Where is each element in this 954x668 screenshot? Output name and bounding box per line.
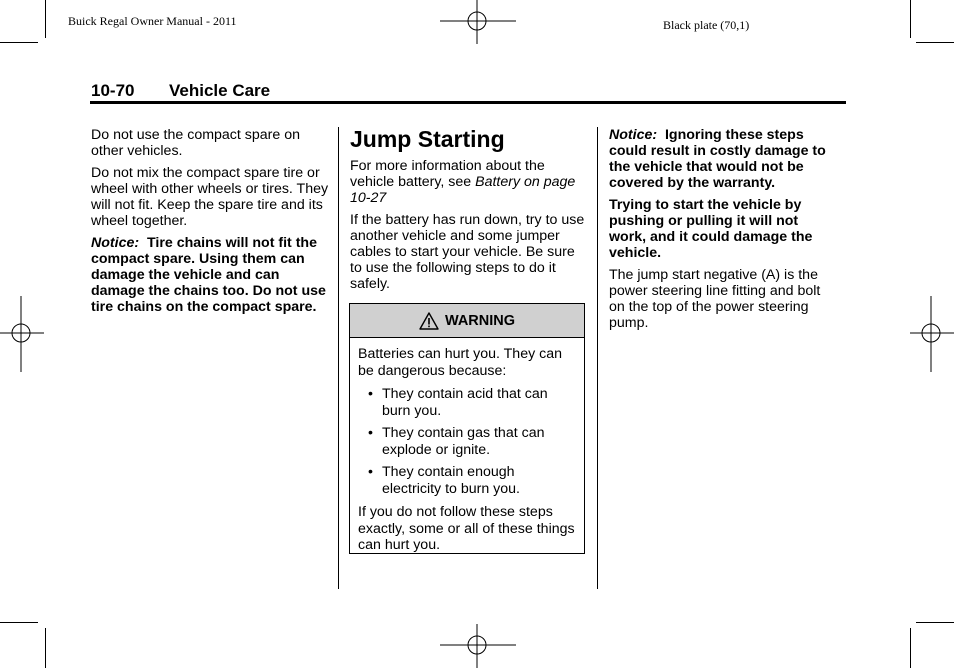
- warning-title: WARNING: [444, 312, 516, 329]
- list-item: [358, 386, 576, 419]
- paragraph: If the battery has run down, try to use another vehicle and some jumper cables to start your vehicle. Be sure to use the following steps to do it safely.: [350, 212, 585, 292]
- crosshair-registration-mark-icon: [0, 296, 44, 372]
- paragraph: Do not mix the compact spare tire or wheel with other wheels or tires. They will not fit. Keep the spare tire and its wheel together.: [91, 165, 329, 229]
- crop-mark: [910, 628, 911, 668]
- list-item-text: They contain acid that can burn you.: [382, 386, 548, 419]
- paragraph: Trying to start the vehicle by pushing or pulling it will not work, and it could damage the vehicle.: [609, 197, 813, 261]
- section-heading: Jump Starting: [350, 126, 505, 152]
- bullet-icon: •: [368, 425, 373, 441]
- column-divider: [597, 127, 598, 589]
- header-rule: [90, 101, 846, 104]
- column-1: [91, 127, 331, 321]
- column-3: [609, 127, 837, 337]
- list-item-text: They contain enough electricity to burn you.: [382, 464, 520, 497]
- warning-intro: Batteries can hurt you. They can be dangerous because:: [358, 346, 562, 379]
- warning-body: [350, 338, 584, 554]
- warning-triangle-icon: [419, 312, 439, 330]
- notice-label: Notice:: [91, 235, 140, 251]
- page-number: 10-70: [91, 81, 135, 100]
- list-item: [358, 425, 576, 458]
- warning-list: [358, 386, 576, 497]
- crop-mark: [0, 42, 38, 43]
- paragraph-text: For more information about the vehicle battery, see: [350, 158, 545, 190]
- paragraph: [350, 158, 590, 206]
- crop-mark: [45, 0, 46, 38]
- crosshair-registration-mark-icon: [440, 0, 516, 44]
- bullet-icon: •: [368, 464, 373, 480]
- notice-paragraph: [91, 235, 331, 315]
- crop-mark: [0, 622, 38, 623]
- manual-title: Buick Regal Owner Manual - 2011: [68, 14, 237, 28]
- crop-mark: [45, 628, 46, 668]
- crop-mark: [916, 622, 954, 623]
- paragraph: The jump start negative (A) is the power steering line fitting and bolt on the top of the power steering pump.: [609, 267, 821, 331]
- warning-outro: If you do not follow these steps exactly, some or all of these things can hurt you.: [358, 504, 575, 553]
- list-item: [358, 464, 576, 497]
- notice-paragraph: [609, 127, 837, 191]
- section-title: Vehicle Care: [169, 81, 271, 100]
- cross-reference-link[interactable]: Battery on page 10-27: [350, 174, 576, 206]
- notice-label: Notice:: [609, 127, 658, 143]
- column-divider: [338, 127, 339, 589]
- paragraph: Do not use the compact spare on other vehicles.: [91, 127, 300, 159]
- crop-mark: [910, 0, 911, 38]
- plate-label: Black plate (70,1): [663, 18, 750, 32]
- crosshair-registration-mark-icon: [440, 624, 516, 668]
- crop-mark: [916, 42, 954, 43]
- warning-box: [349, 303, 585, 554]
- notice-text: Tire chains will not fit the compact spare. Using them can damage the vehicle and can damage the chains too. Do not use tire chains on the compact spare.: [91, 235, 326, 315]
- bullet-icon: •: [368, 386, 373, 402]
- column-2: [350, 158, 590, 298]
- notice-text: Ignoring these steps could result in costly damage to the vehicle that would not be covered by the warranty.: [609, 127, 826, 191]
- warning-header: [350, 304, 584, 338]
- crosshair-registration-mark-icon: [910, 296, 954, 372]
- list-item-text: They contain gas that can explode or ignite.: [382, 425, 545, 458]
